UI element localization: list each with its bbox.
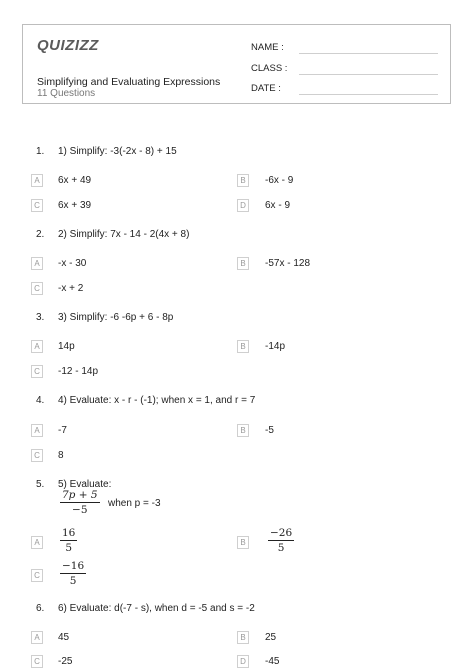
question-text: 2) Simplify: 7x - 14 - 2(4x + 8) xyxy=(58,229,190,240)
option-letter[interactable]: B xyxy=(237,257,249,270)
fraction-denominator: −5 xyxy=(72,504,88,516)
question-number: 2. xyxy=(36,229,45,240)
option-letter[interactable]: B xyxy=(237,631,249,644)
option-letter[interactable]: D xyxy=(237,655,249,668)
question-text: 3) Simplify: -6 -6p + 6 - 8p xyxy=(58,312,174,323)
option-letter[interactable]: B xyxy=(237,536,249,549)
name-line xyxy=(299,53,438,54)
option-text: -57x - 128 xyxy=(265,258,311,269)
fraction-denominator: 5 xyxy=(65,542,73,554)
option-fraction xyxy=(268,527,294,554)
option-text: -14p xyxy=(265,341,286,352)
question-text: 5) Evaluate: xyxy=(58,479,112,490)
fraction-bar xyxy=(60,502,100,503)
class-label: CLASS : xyxy=(251,63,288,74)
option-text: 6x + 39 xyxy=(58,200,92,211)
option-text: -6x - 9 xyxy=(265,175,294,186)
fraction-bar xyxy=(60,540,77,541)
date-line xyxy=(299,94,438,95)
question-text: 6) Evaluate: d(-7 - s), when d = -5 and s = -2 xyxy=(58,603,255,614)
option-letter[interactable]: C xyxy=(31,365,43,378)
option-text: 25 xyxy=(265,632,277,643)
worksheet-title: Simplifying and Evaluating Expressions xyxy=(37,76,221,88)
quizizz-logo: QUIZIZZ xyxy=(37,37,99,54)
option-letter[interactable]: D xyxy=(237,199,249,212)
fraction-numerator: −16 xyxy=(62,560,85,572)
option-letter[interactable]: B xyxy=(237,340,249,353)
question-number: 1. xyxy=(36,146,45,157)
option-letter[interactable]: A xyxy=(31,536,43,549)
option-letter[interactable]: C xyxy=(31,282,43,295)
option-text: -12 - 14p xyxy=(58,366,99,377)
option-letter[interactable]: A xyxy=(31,424,43,437)
option-text: -5 xyxy=(265,425,274,436)
option-letter[interactable]: A xyxy=(31,340,43,353)
worksheet-header xyxy=(22,24,451,104)
name-label: NAME : xyxy=(251,42,284,53)
option-text: -7 xyxy=(58,425,67,436)
option-letter[interactable]: C xyxy=(31,655,43,668)
option-text: -x + 2 xyxy=(58,283,84,294)
question-text: 4) Evaluate: x - r - (-1); when x = 1, and r = 7 xyxy=(58,395,256,406)
question-text: 1) Simplify: -3(-2x - 8) + 15 xyxy=(58,146,177,157)
option-letter[interactable]: C xyxy=(31,199,43,212)
option-letter[interactable]: A xyxy=(31,631,43,644)
option-text: -25 xyxy=(58,656,73,667)
option-letter[interactable]: A xyxy=(31,257,43,270)
fraction-denominator: 5 xyxy=(277,542,285,554)
fraction-numerator: −26 xyxy=(270,527,293,539)
expression-fraction xyxy=(60,489,100,516)
class-line xyxy=(299,74,438,75)
question-number: 5. xyxy=(36,479,45,490)
question-number: 4. xyxy=(36,395,45,406)
fraction-numerator: 7p + 5 xyxy=(62,489,98,501)
fraction-bar xyxy=(268,540,294,541)
option-text: 6x + 49 xyxy=(58,175,92,186)
question-number: 6. xyxy=(36,603,45,614)
option-text: 6x - 9 xyxy=(265,200,291,211)
option-letter[interactable]: B xyxy=(237,424,249,437)
option-letter[interactable]: C xyxy=(31,569,43,582)
question-number: 3. xyxy=(36,312,45,323)
option-fraction xyxy=(60,527,77,554)
question-count: 11 Questions xyxy=(37,88,96,99)
option-text: -x - 30 xyxy=(58,258,87,269)
date-label: DATE : xyxy=(251,83,281,94)
fraction-denominator: 5 xyxy=(69,575,77,587)
expression-suffix: when p = -3 xyxy=(108,498,161,509)
option-letter[interactable]: B xyxy=(237,174,249,187)
option-text: -45 xyxy=(265,656,280,667)
option-fraction xyxy=(60,560,86,587)
option-letter[interactable]: A xyxy=(31,174,43,187)
option-text: 45 xyxy=(58,632,70,643)
fraction-numerator: 16 xyxy=(62,527,76,539)
option-text: 8 xyxy=(58,450,64,461)
option-letter[interactable]: C xyxy=(31,449,43,462)
option-text: 14p xyxy=(58,341,75,352)
fraction-bar xyxy=(60,573,86,574)
